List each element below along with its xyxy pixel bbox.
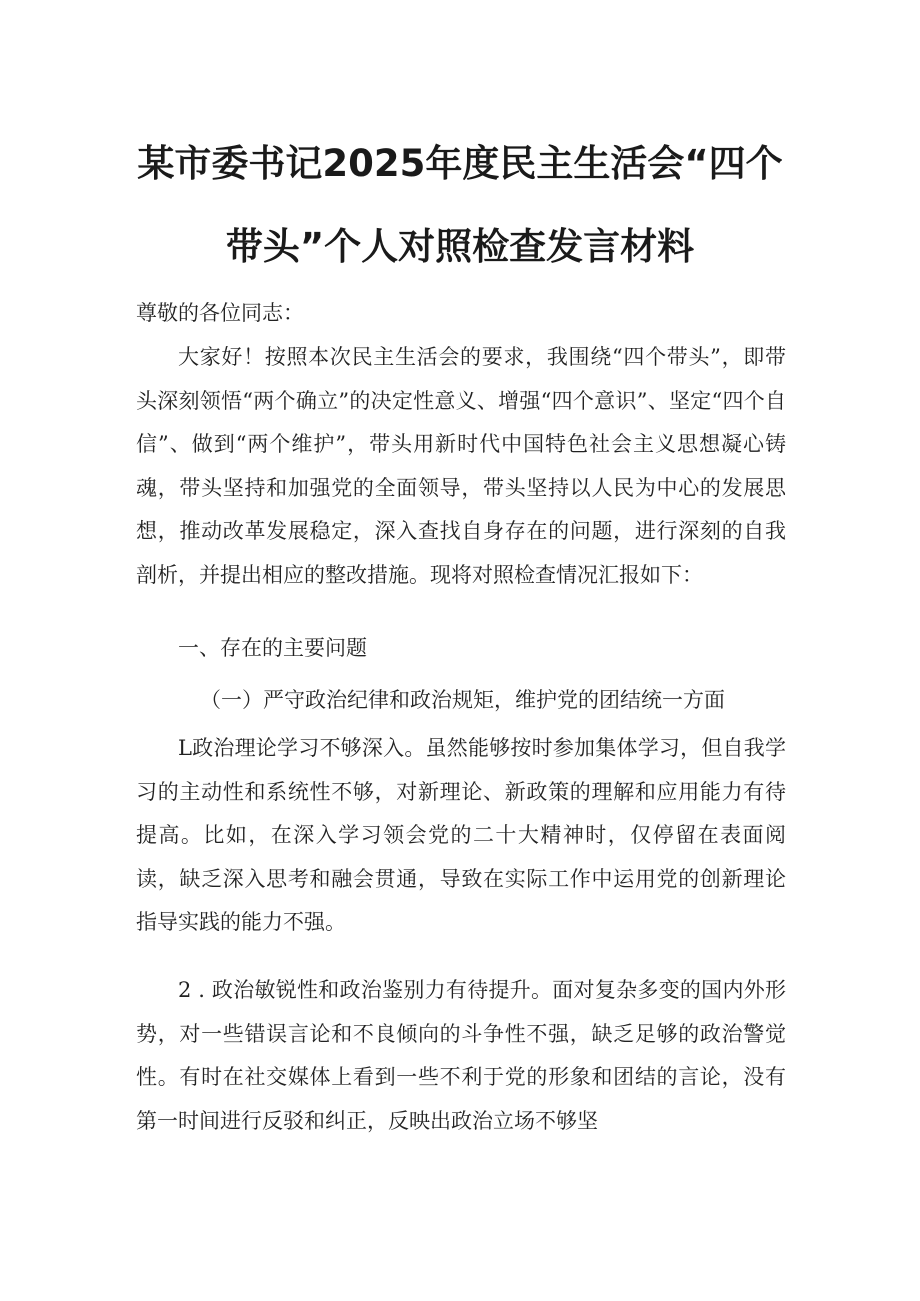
section-heading-1: 一、存在的主要问题 xyxy=(178,636,367,660)
issue-item-2: 2 . 政治敏锐性和政治鉴别力有待提升。面对复杂多变的国内外形势，对一些错误言论和不良倾向的斗争性不强，缺乏足够的政治警觉性。有时在社交媒体上看到一些不利于党的形象和团结的言论，没有第一时间进行反驳和纠正，反映出政治立场不够坚 xyxy=(136,978,786,1133)
subsection-heading-1: （一）严守政治纪律和政治规矩，维护党的团结统一方面 xyxy=(200,688,725,712)
document-title-line2: 带头”个人对照检查发言材料 xyxy=(225,225,695,268)
issue-item-1: L政治理论学习不够深入。虽然能够按时参加集体学习，但自我学习的主动性和系统性不够，对新理论、新政策的理解和应用能力有待提高。比如，在深入学习领会党的二十大精神时，仅停留在表面阅读，缺乏深入思考和融会贯通，导致在实际工作中运用党的创新理论指导实践的能力不强。 xyxy=(136,736,786,934)
intro-paragraph: 大家好！按照本次民主生活会的要求，我围绕“四个带头”，即带头深刻领悟“两个确立”的决定性意义、增强“四个意识”、坚定“四个自信”、做到“两个维护”，带头用新时代中国特色社会主义思想凝心铸魂，带头坚持和加强党的全面领导，带头坚持以人民为中心的发展思想，推动改革发展稳定，深入查找自身存在的问题，进行深刻的自我剖析，并提出相应的整改措施。现将对照检查情况汇报如下： xyxy=(136,345,786,587)
salutation: 尊敬的各位同志： xyxy=(136,301,304,325)
document-title-line1: 某市委书记2025年度民主生活会“四个 xyxy=(137,142,783,185)
